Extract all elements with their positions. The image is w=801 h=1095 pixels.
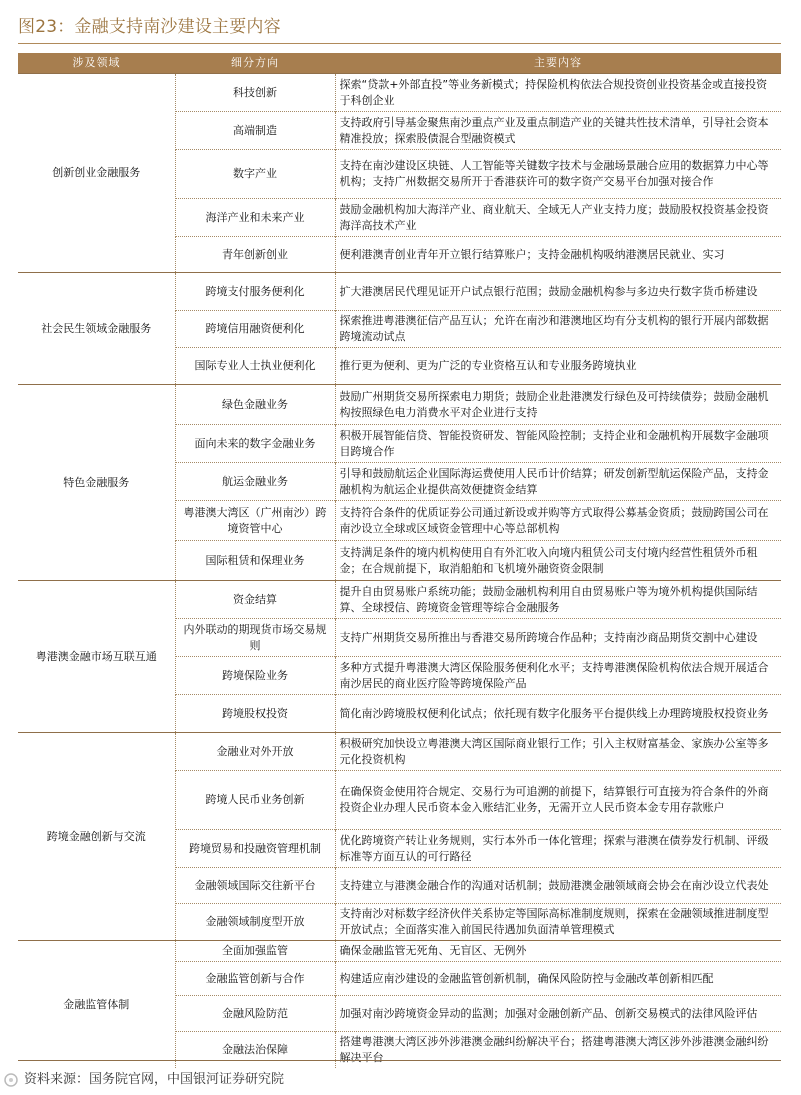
content-cell: 构建适应南沙建设的金融监管创新机制，确保风险防控与金融改革创新相匹配	[335, 962, 781, 996]
watermark-logo-icon	[3, 1072, 19, 1088]
direction-cell: 跨境股权投资	[175, 695, 335, 733]
header-direction: 细分方向	[175, 53, 335, 74]
table-row	[18, 733, 781, 771]
table-row	[18, 581, 781, 619]
direction-cell: 跨境支付服务便利化	[175, 273, 335, 311]
direction-cell: 金融风险防范	[175, 996, 335, 1032]
direction-cell: 金融监管创新与合作	[175, 962, 335, 996]
direction-cell: 青年创新创业	[175, 237, 335, 273]
direction-cell: 资金结算	[175, 581, 335, 619]
domain-cell: 粤港澳金融市场互联互通	[18, 581, 175, 733]
source-note: 资料来源：国务院官网，中国银河证券研究院	[24, 1072, 285, 1087]
domain-cell: 社会民生领域金融服务	[18, 273, 175, 385]
direction-cell: 国际租赁和保理业务	[175, 541, 335, 581]
direction-cell: 国际专业人士执业便利化	[175, 348, 335, 385]
direction-cell: 绿色金融业务	[175, 385, 335, 425]
content-cell: 支持满足条件的境内机构使用自有外汇收入向境内租赁公司支付境内经营性租赁外币租金；在合规前提下，取消船舶和飞机境外融资资金限制	[335, 541, 781, 581]
domain-cell: 特色金融服务	[18, 385, 175, 581]
direction-cell: 金融领域制度型开放	[175, 904, 335, 941]
content-cell: 多种方式提升粤港澳大湾区保险服务便利化水平；支持粤港澳保险机构依法合规开展适合南沙居民的商业医疗险等跨境保险产品	[335, 657, 781, 695]
direction-cell: 海洋产业和未来产业	[175, 199, 335, 237]
table-row	[18, 941, 781, 962]
content-cell: 引导和鼓励航运企业国际海运费使用人民币计价结算；研发创新型航运保险产品，支持金融机构为航运企业提供高效便捷资金结算	[335, 463, 781, 501]
content-cell: 确保金融监管无死角、无盲区、无例外	[335, 941, 781, 962]
table-row	[18, 385, 781, 425]
content-cell: 加强对南沙跨境资金异动的监测；加强对金融创新产品、创新交易模式的法律风险评估	[335, 996, 781, 1032]
content-cell: 积极研究加快设立粤港澳大湾区国际商业银行工作；引入主权财富基金、家族办公室等多元化投资机构	[335, 733, 781, 771]
content-cell: 扩大港澳居民代理见证开户试点银行范围；鼓励金融机构参与多边央行数字货币桥建设	[335, 273, 781, 311]
content-cell: 支持在南沙建设区块链、人工智能等关键数字技术与金融场景融合应用的数据算力中心等机构；支持广州数据交易所开于香港获许可的数字资产交易平台加强对接合作	[335, 150, 781, 199]
direction-cell: 全面加强监管	[175, 941, 335, 962]
domain-cell: 创新创业金融服务	[18, 74, 175, 273]
title-divider	[18, 43, 781, 44]
direction-cell: 跨境保险业务	[175, 657, 335, 695]
direction-cell: 金融法治保障	[175, 1032, 335, 1069]
direction-cell: 跨境人民币业务创新	[175, 771, 335, 830]
direction-cell: 跨境贸易和投融资管理机制	[175, 830, 335, 868]
domain-cell: 跨境金融创新与交流	[18, 733, 175, 941]
header-content: 主要内容	[335, 53, 781, 74]
content-cell: 支持符合条件的优质证券公司通过新设或并购等方式取得公募基金资质；鼓励跨国公司在南沙设立全球或区域资金管理中心等总部机构	[335, 501, 781, 541]
content-cell: 优化跨境资产转让业务规则，实行本外币一体化管理；探索与港澳在债券发行机制、评级标准等方面互认的可行路径	[335, 830, 781, 868]
content-cell: 支持政府引导基金聚焦南沙重点产业及重点制造产业的关键共性技术清单，引导社会资本精准投放；探索股债混合型融资模式	[335, 112, 781, 150]
direction-cell: 科技创新	[175, 74, 335, 112]
direction-cell: 高端制造	[175, 112, 335, 150]
content-cell: 推行更为便利、更为广泛的专业资格互认和专业服务跨境执业	[335, 348, 781, 385]
content-cell: 便利港澳青创业青年开立银行结算账户；支持金融机构吸纳港澳居民就业、实习	[335, 237, 781, 273]
content-cell: 在确保资金使用符合规定、交易行为可追溯的前提下，结算银行可直接为符合条件的外商投资企业办理人民币资本金入账结汇业务，无需开立人民币资本金专用存款账户	[335, 771, 781, 830]
direction-cell: 跨境信用融资便利化	[175, 311, 335, 348]
content-cell: 积极开展智能信贷、智能投资研发、智能风险控制；支持企业和金融机构开展数字金融项目跨境合作	[335, 425, 781, 463]
direction-cell: 金融业对外开放	[175, 733, 335, 771]
content-cell: 搭建粤港澳大湾区涉外涉港澳金融纠纷解决平台；搭建粤港澳大湾区涉外涉港澳金融纠纷解决平台	[335, 1032, 781, 1069]
domain-cell: 金融监管体制	[18, 941, 175, 1069]
content-cell: 提升自由贸易账户系统功能；鼓励金融机构利用自由贸易账户等为境外机构提供国际结算、全球授信、跨境资金管理等综合金融服务	[335, 581, 781, 619]
table-header-row	[18, 53, 781, 74]
bottom-divider	[18, 1060, 781, 1061]
direction-cell: 航运金融业务	[175, 463, 335, 501]
direction-cell: 粤港澳大湾区（广州南沙）跨境资管中心	[175, 501, 335, 541]
content-cell: 简化南沙跨境股权便利化试点；依托现有数字化服务平台提供线上办理跨境股权投资业务	[335, 695, 781, 733]
table-body	[18, 74, 781, 1069]
policy-table	[18, 53, 781, 1068]
content-cell: 支持广州期货交易所推出与香港交易所跨境合作品种；支持南沙商品期货交割中心建设	[335, 619, 781, 657]
content-cell: 鼓励广州期货交易所探索电力期货；鼓励企业赴港澳发行绿色及可持续债券；鼓励金融机构按照绿色电力消费水平对企业进行支持	[335, 385, 781, 425]
content-cell: 支持南沙对标数字经济伙伴关系协定等国际高标准制度规则，探索在金融领域推进制度型开放试点；全面落实准入前国民待遇加负面清单管理模式	[335, 904, 781, 941]
content-cell: 探索推进粤港澳征信产品互认；允许在南沙和港澳地区均有分支机构的银行开展内部数据跨境流动试点	[335, 311, 781, 348]
content-cell: 支持建立与港澳金融合作的沟通对话机制；鼓励港澳金融领域商会协会在南沙设立代表处	[335, 868, 781, 904]
direction-cell: 内外联动的期现货市场交易规则	[175, 619, 335, 657]
direction-cell: 金融领域国际交往新平台	[175, 868, 335, 904]
content-cell: 探索“贷款+外部直投”等业务新模式；持保险机构依法合规投资创业投资基金或直接投资于科创企业	[335, 74, 781, 112]
direction-cell: 面向未来的数字金融业务	[175, 425, 335, 463]
content-cell: 鼓励金融机构加大海洋产业、商业航天、全域无人产业支持力度；鼓励股权投资基金投资海洋高技术产业	[335, 199, 781, 237]
header-domain: 涉及领域	[18, 53, 175, 74]
table-row	[18, 74, 781, 112]
direction-cell: 数字产业	[175, 150, 335, 199]
figure-title: 图23：金融支持南沙建设主要内容	[18, 17, 281, 37]
table-row	[18, 273, 781, 311]
